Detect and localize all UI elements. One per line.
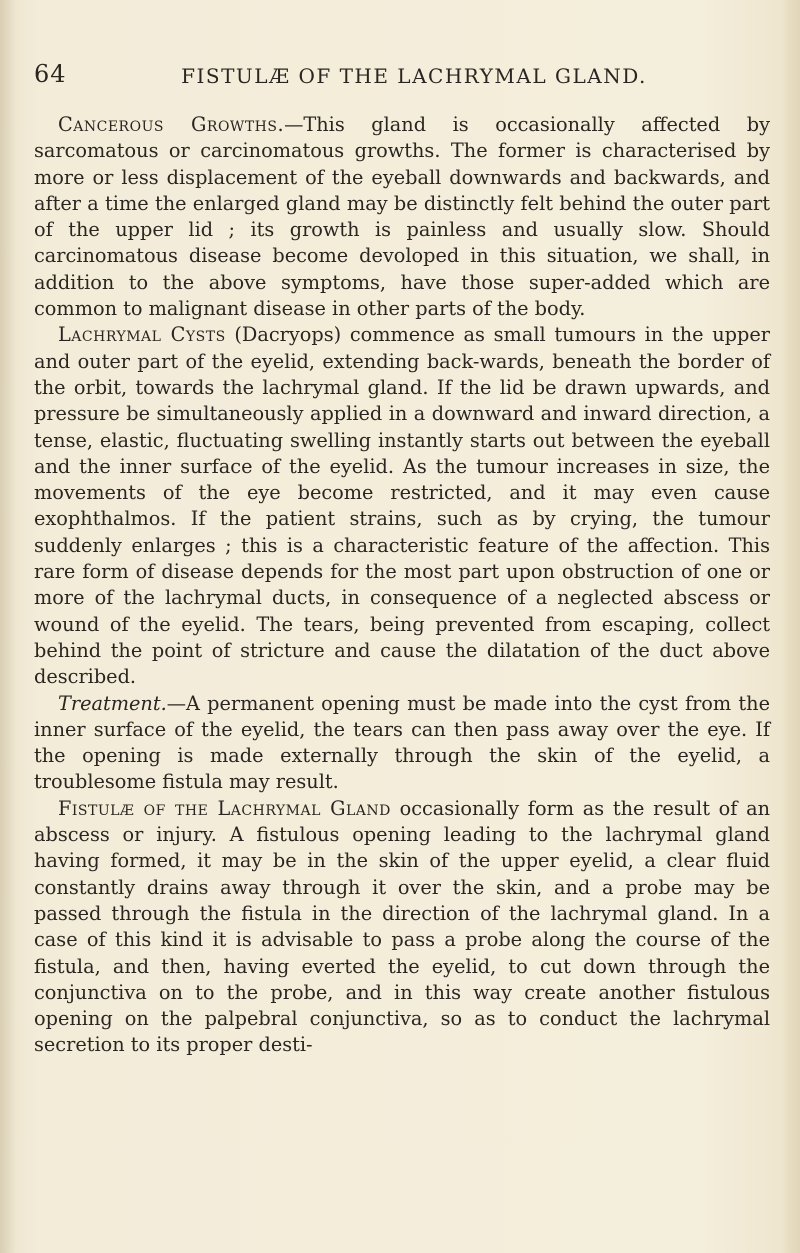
paragraph-text: —This gland is occasionally affected by sarcomatous or carcinomatous growths. The former is characterised by more or less displacement of the eyeball downwards and backwards, and after a time the enlarged gland may be distinctly felt behind the outer part of the upper lid ; its growth is painless and usually slow. Should carcinomatous disease become devoloped in this situation, we shall, in addition to the above symptoms, have those super-added which are common to malignant disease in other parts of the body. (34, 113, 770, 321)
paragraph-text: (Dacryops) commence as small tumours in the upper and outer part of the eyelid, extending back-wards, beneath the border of the orbit, towards the lachrymal gland. If the lid be drawn upwards, and pressure be simultaneously applied in a downward and inward direction, a tense, elastic, fluctuating swelling instantly starts out between the eyeball and the inner surface of the eyelid. As the tumour increases in size, the movements of the eye become restricted, and it may even cause exophthalmos. If the patient strains, such as by crying, the tumour suddenly enlarges ; this is a characteristic feature of the affection. This rare form of disease depends for the most part upon obstruction of one or more of the lachrymal ducts, in consequence of a neglected abscess or wound of the eyelid. The tears, being prevented from escaping, collect behind the point of stricture and cause the dilatation of the duct above described. (34, 323, 770, 689)
page-number: 64 (34, 60, 67, 88)
paragraph-text: occasionally form as the result of an abscess or injury. A fistulous opening leading to the lachrymal gland having formed, it may be in the skin of the upper eyelid, a clear fluid constantly drains away through it over the skin, and a probe may be passed through the fistula in the direction of the lachrymal gland. In a case of this kind it is advisable to pass a probe along the course of the fistula, and then, having everted the eyelid, to cut down through the conjunctiva on to the probe, and in this way create another fistulous opening on the palpebral conjunctiva, so as to conduct the lachrymal secretion to its proper desti- (34, 796, 771, 1057)
paragraph-lachrymal-cysts (34, 322, 770, 690)
paragraph-text: —A permanent opening must be made into the cyst from the inner surface of the eyelid, the tears can then pass away over the eye. If the opening is made externally through the skin of the eyelid, a troublesome fistula may result. (34, 691, 770, 794)
paragraph-fistulae (34, 796, 770, 1059)
paragraph-cancerous-growths (34, 112, 770, 322)
page-header (34, 60, 754, 96)
paragraph-treatment (34, 691, 770, 796)
section-lead: Lachrymal Cysts (58, 323, 226, 347)
section-lead: Cancerous Growths. (58, 113, 285, 136)
section-lead: Fistulæ of the Lachrymal Gland (58, 796, 391, 820)
running-title: FISTULÆ OF THE LACHRYMAL GLAND. (181, 64, 647, 88)
body-text (34, 112, 770, 1059)
page-edge-shadow (782, 0, 800, 1253)
section-lead: Treatment. (58, 691, 167, 715)
page-gutter-shadow (0, 0, 16, 1253)
